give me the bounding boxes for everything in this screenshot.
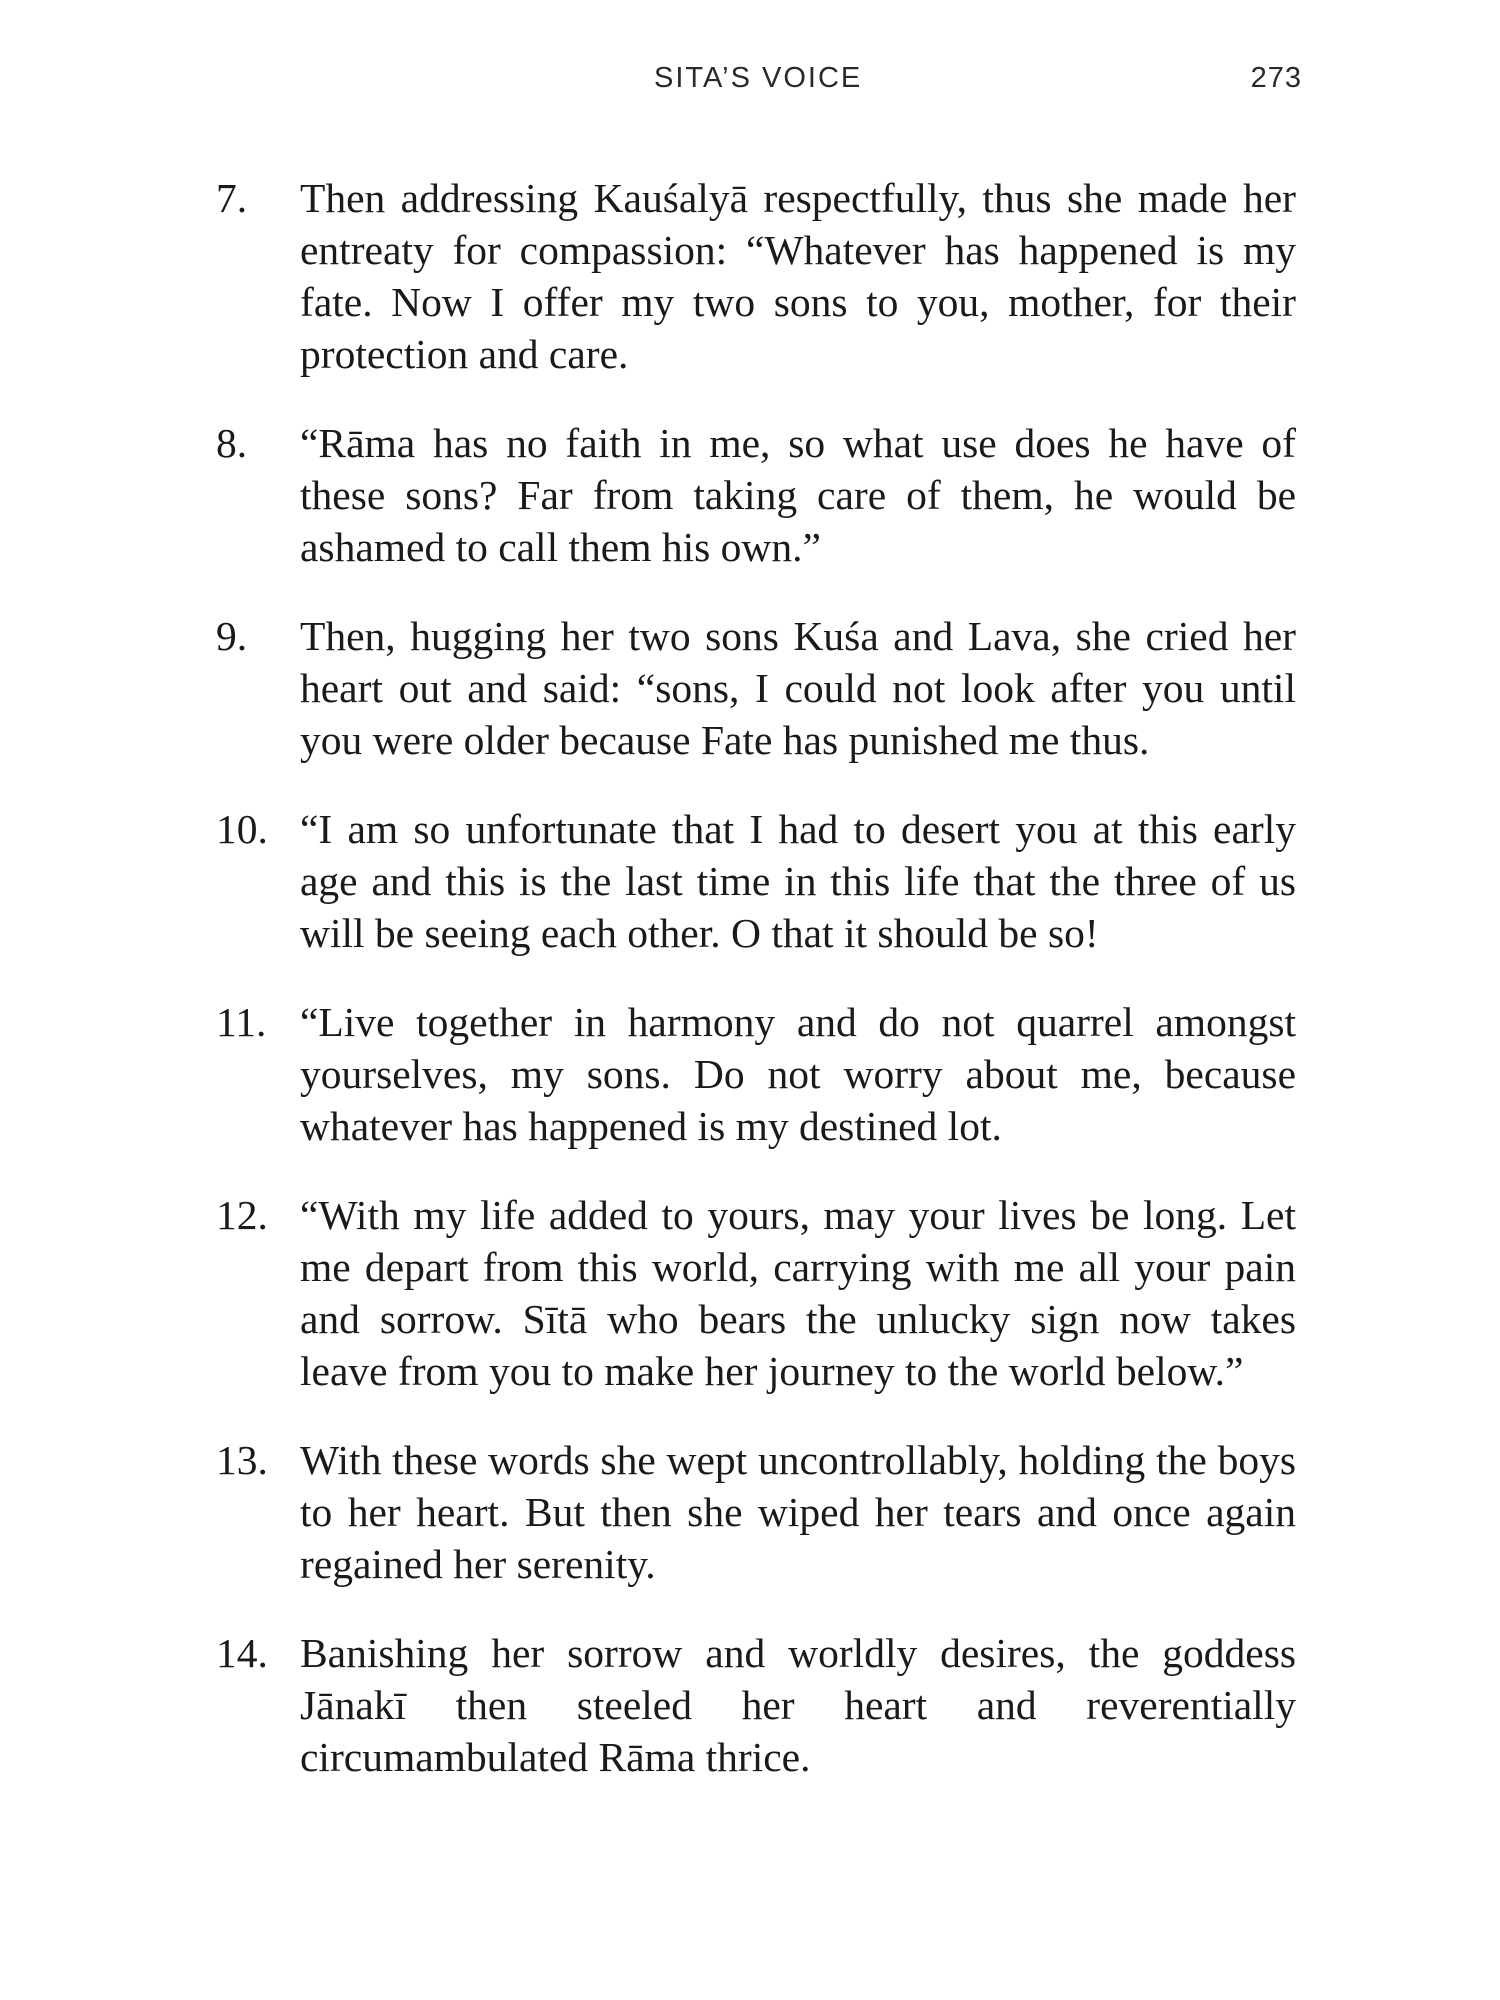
verse-number: 7.: [216, 175, 248, 221]
verse-10: [216, 803, 1296, 959]
verse-8: [216, 417, 1296, 573]
page-number: 273: [1250, 62, 1302, 94]
verse-text: Then, hugging her two sons Kuśa and Lava, she cried her heart out and said: “sons, I could not look after you until you were older because Fate has punished me thus.: [300, 613, 1296, 763]
verse-number: 12.: [216, 1192, 268, 1238]
verse-9: [216, 610, 1296, 766]
verse-13: [216, 1434, 1296, 1590]
verse-text: “With my life added to yours, may your lives be long. Let me depart from this world, carrying with me all your pain and sorrow. Sītā who bears the unlucky sign now takes leave from you to make her journey to the world below.”: [300, 1192, 1296, 1394]
running-header: [0, 62, 1500, 102]
verse-11: [216, 996, 1296, 1152]
verse-text: Then addressing Kauśalyā respectfully, thus she made her entreaty for compassion: “Whatever has happened is my fate. Now I offer my two sons to you, mother, for their protection and care.: [300, 175, 1296, 377]
verse-list: [216, 172, 1296, 1820]
verse-14: [216, 1627, 1296, 1783]
running-title: SITA’S VOICE: [654, 62, 863, 94]
verse-text: “Live together in harmony and do not quarrel amongst yourselves, my sons. Do not worry about me, because whatever has happened is my destined lot.: [300, 999, 1296, 1149]
verse-number: 8.: [216, 420, 248, 466]
verse-number: 14.: [216, 1630, 268, 1676]
verse-number: 13.: [216, 1437, 268, 1483]
verse-text: With these words she wept uncontrollably, holding the boys to her heart. But then she wiped her tears and once again regained her serenity.: [300, 1437, 1296, 1587]
verse-number: 9.: [216, 613, 248, 659]
verse-text: “Rāma has no faith in me, so what use does he have of these sons? Far from taking care of them, he would be ashamed to call them his own.”: [300, 420, 1296, 570]
verse-number: 10.: [216, 806, 268, 852]
verse-text: “I am so unfortunate that I had to desert you at this early age and this is the last time in this life that the three of us will be seeing each other. O that it should be so!: [300, 806, 1296, 956]
verse-12: [216, 1189, 1296, 1397]
verse-text: Banishing her sorrow and worldly desires, the goddess Jānakī then steeled her heart and reverentially circumambulated Rāma thrice.: [300, 1630, 1296, 1780]
verse-7: [216, 172, 1296, 380]
verse-number: 11.: [216, 999, 267, 1045]
